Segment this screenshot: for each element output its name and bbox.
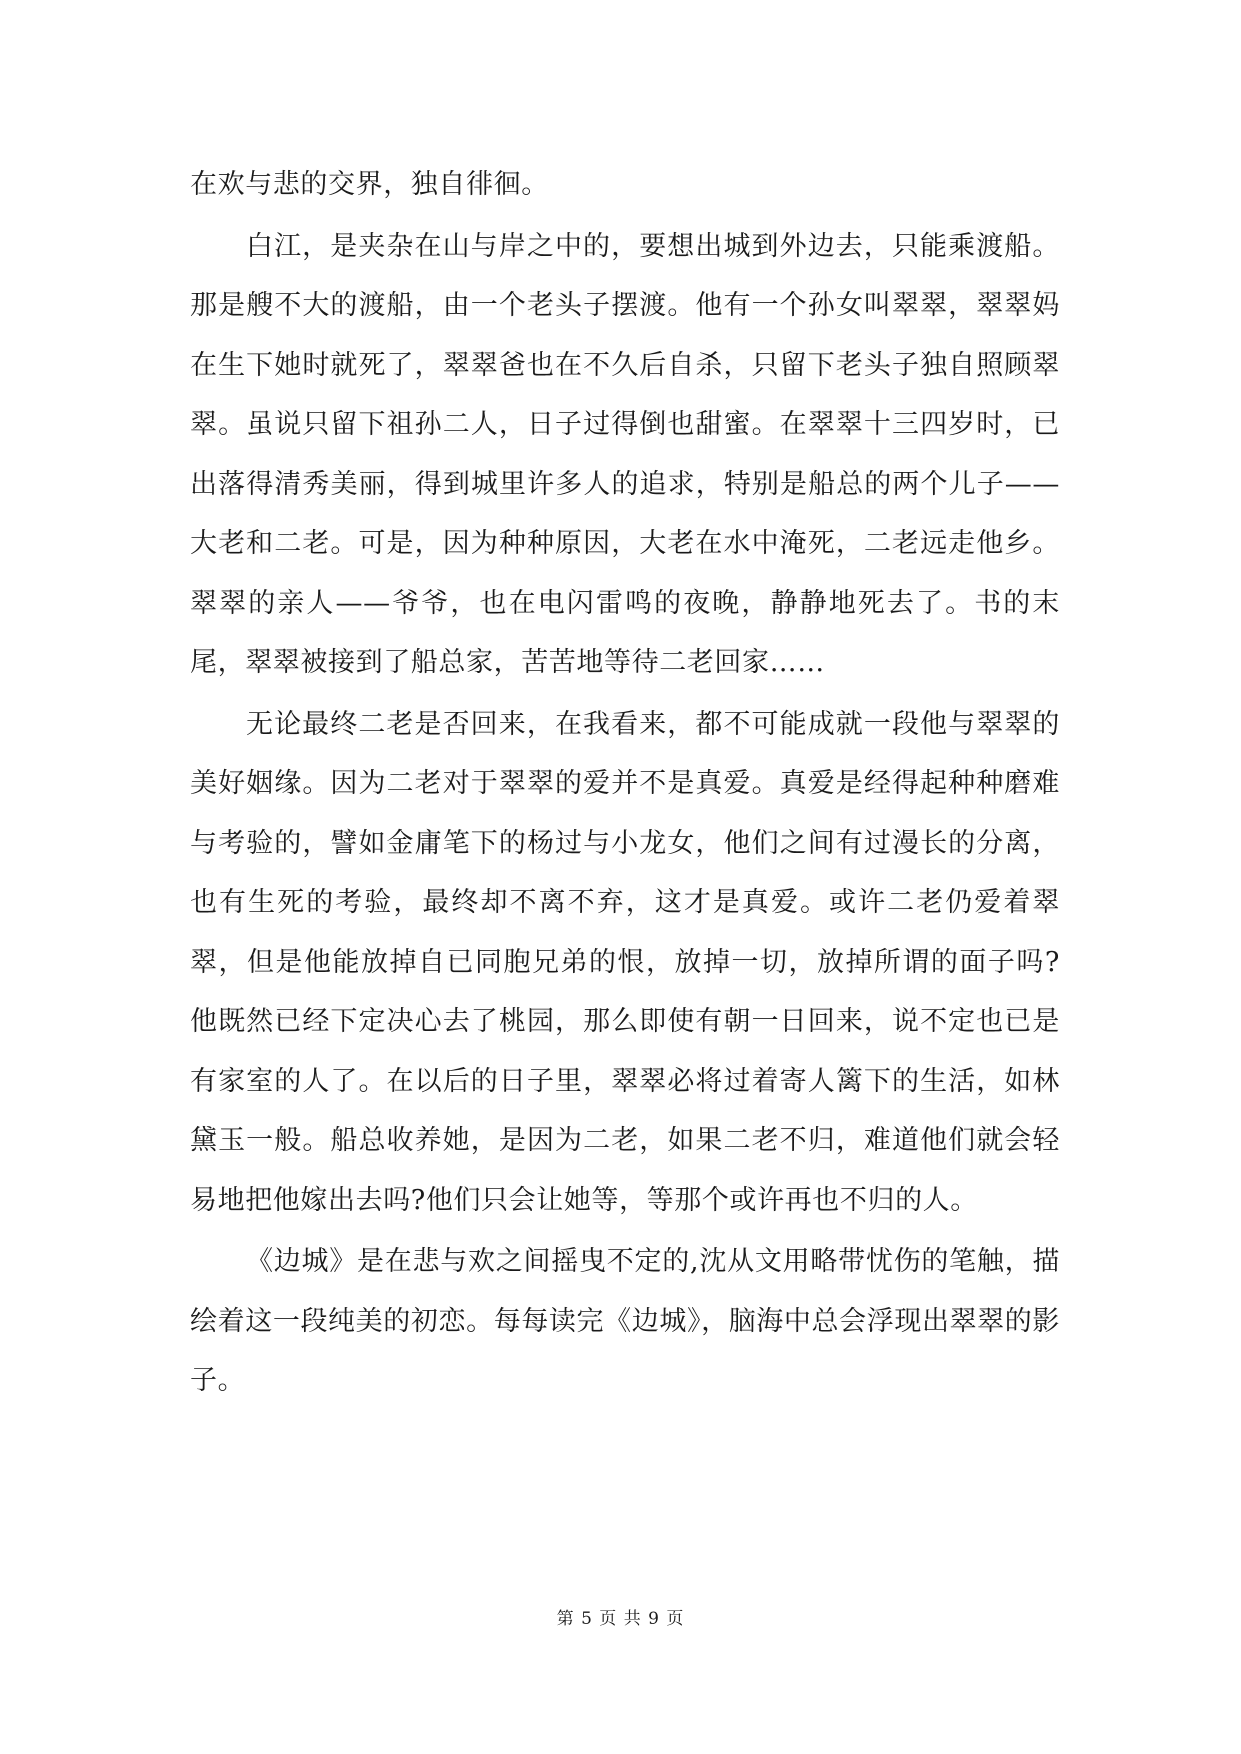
- document-body: [190, 155, 1060, 1411]
- paragraph-1: 在欢与悲的交界，独自徘徊。: [190, 169, 549, 200]
- paragraph-2: 白江，是夹杂在山与岸之中的，要想出城到外边去，只能乘渡船。那是艘不大的渡船，由一个老头子摆渡。他有一个孙女叫翠翠，翠翠妈在生下她时就死了，翠翠爸也在不久后自杀，只留下老头子独自照顾翠翠。虽说只留下祖孙二人，日子过得倒也甜蜜。在翠翠十三四岁时，已出落得清秀美丽，得到城里许多人的追求，特别是船总的两个儿子——大老和二老。可是，因为种种原因，大老在水中淹死，二老远走他乡。翠翠的亲人——爷爷，也在电闪雷鸣的夜晚，静静地死去了。书的末尾，翠翠被接到了船总家，苦苦地等待二老回家……: [190, 230, 1060, 678]
- paragraph-3: 无论最终二老是否回来，在我看来，都不可能成就一段他与翠翠的美好姻缘。因为二老对于翠翠的爱并不是真爱。真爱是经得起种种磨难与考验的，譬如金庸笔下的杨过与小龙女，他们之间有过漫长的分离，也有生死的考验，最终却不离不弃，这才是真爱。或许二老仍爱着翠翠，但是他能放掉自已同胞兄弟的恨，放掉一切，放掉所谓的面子吗?他既然已经下定决心去了桃园，那么即使有朝一日回来，说不定也已是有家室的人了。在以后的日子里，翠翠必将过着寄人篱下的生活，如林黛玉一般。船总收养她，是因为二老，如果二老不归，难道他们就会轻易地把他嫁出去吗?他们只会让她等，等那个或许再也不归的人。: [190, 708, 1060, 1216]
- paragraph-4: 《边城》是在悲与欢之间摇曳不定的,沈从文用略带忧伤的笔触，描绘着这一段纯美的初恋。每每读完《边城》，脑海中总会浮现出翠翠的影子。: [190, 1246, 1060, 1396]
- page-number-footer: 第 5 页 共 9 页: [556, 1609, 685, 1629]
